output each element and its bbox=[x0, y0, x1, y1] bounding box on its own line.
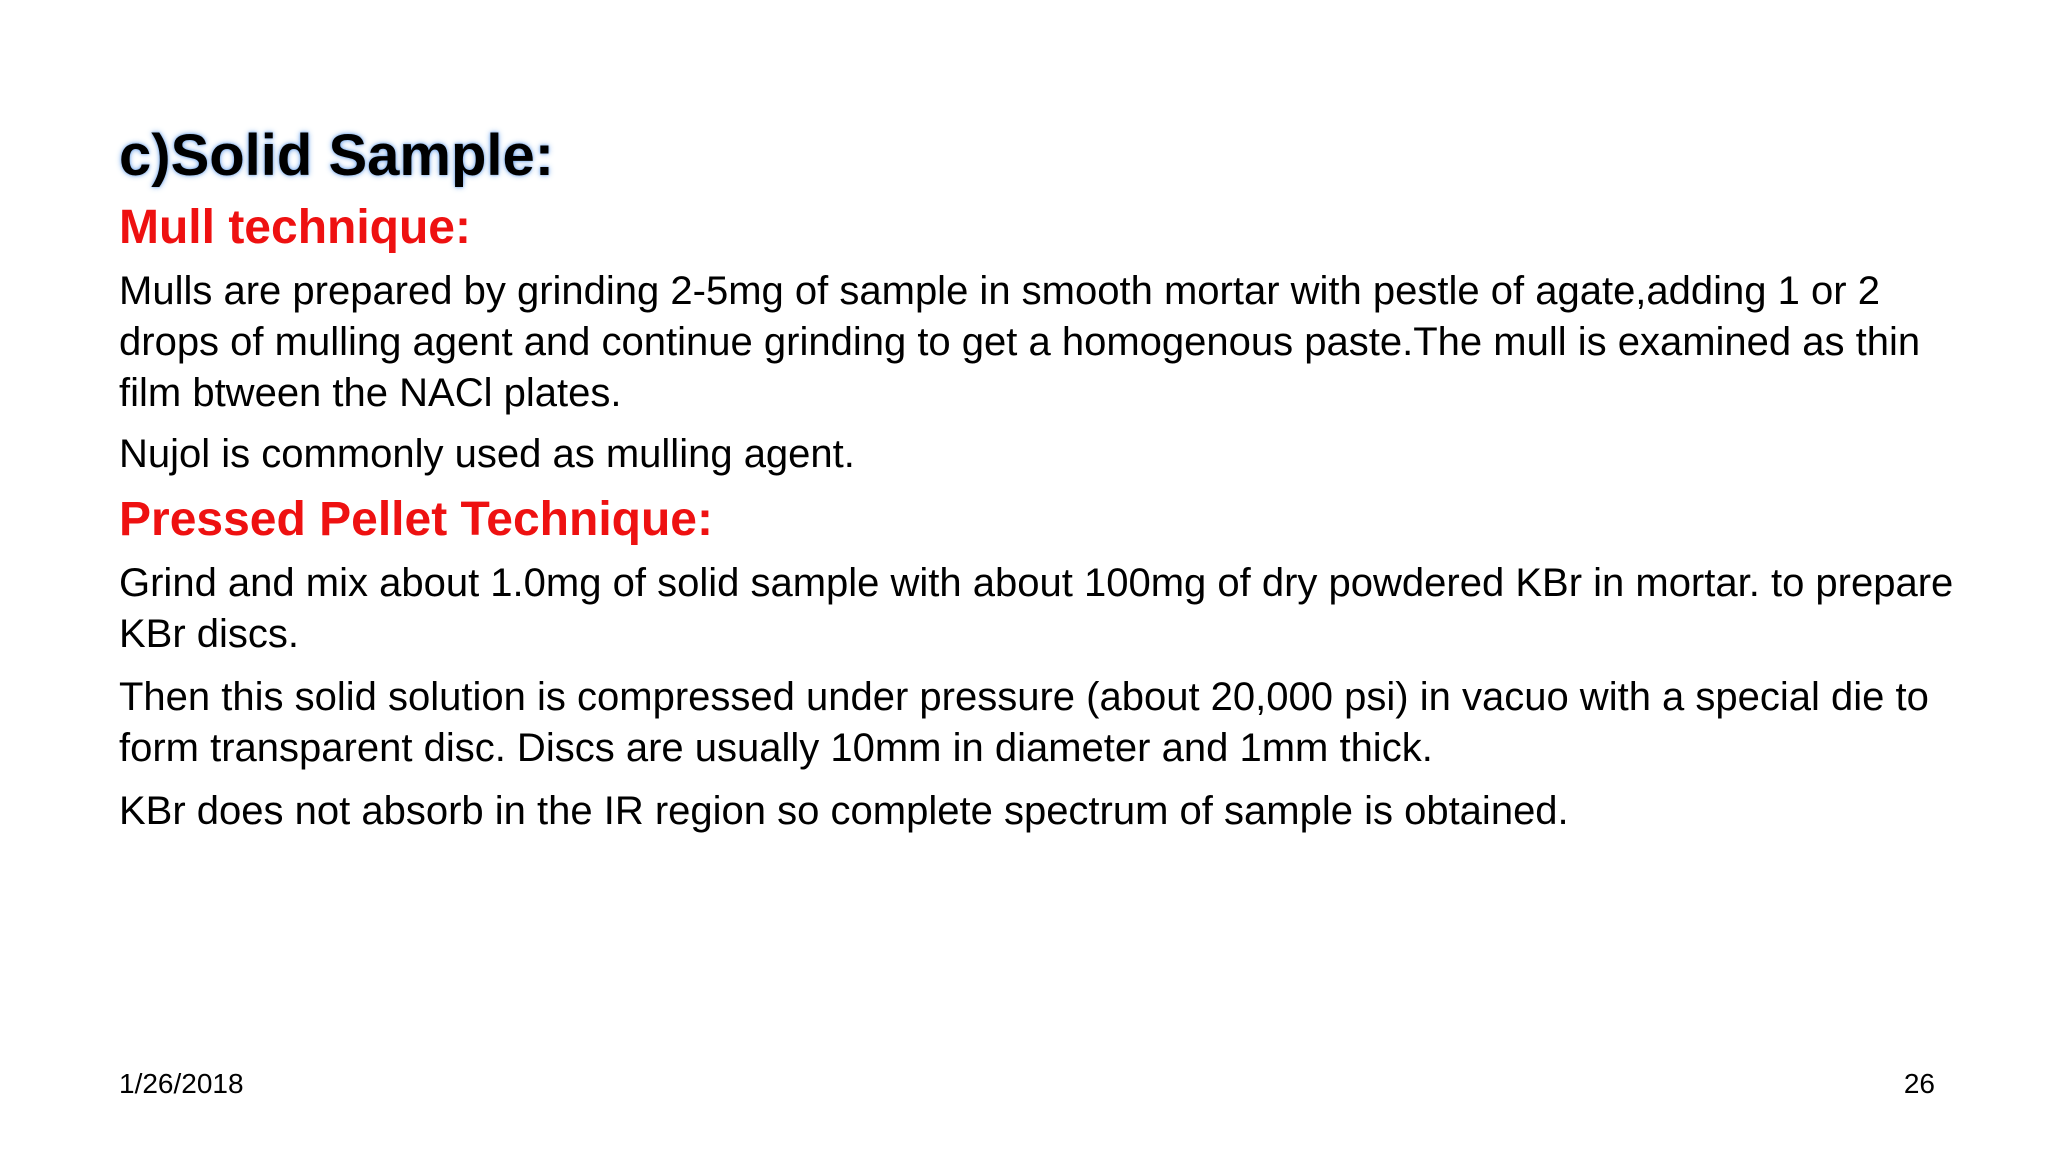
slide-content bbox=[119, 122, 1959, 837]
section-heading-pressed-pellet: Pressed Pellet Technique: bbox=[119, 493, 713, 546]
paragraph-nujol: Nujol is commonly used as mulling agent. bbox=[119, 432, 855, 476]
footer-page-number: 26 bbox=[1903, 1068, 1935, 1099]
paragraph-compression: Then this solid solution is compressed under pressure (about 20,000 psi) in vacuo with a special die to form transparent disc. Discs are usually 10mm in diameter and 1mm thick. bbox=[119, 675, 1929, 770]
footer-date: 1/26/2018 bbox=[119, 1068, 244, 1099]
paragraph-kbr-absorption: KBr does not absorb in the IR region so complete spectrum of sample is obtained. bbox=[119, 789, 1569, 833]
paragraph-mull-preparation: Mulls are prepared by grinding 2-5mg of sample in smooth mortar with pestle of agate,adding 1 or 2 drops of mulling agent and continue grinding to get a homogenous paste.The mull is examined as thin film btween the NACl plates. bbox=[119, 269, 1921, 415]
paragraph-grind-mix: Grind and mix about 1.0mg of solid sample with about 100mg of dry powdered KBr in mortar. to prepare KBr discs. bbox=[119, 561, 1954, 656]
slide-title: c)Solid Sample: bbox=[119, 123, 555, 188]
section-heading-mull-technique: Mull technique: bbox=[119, 201, 471, 254]
